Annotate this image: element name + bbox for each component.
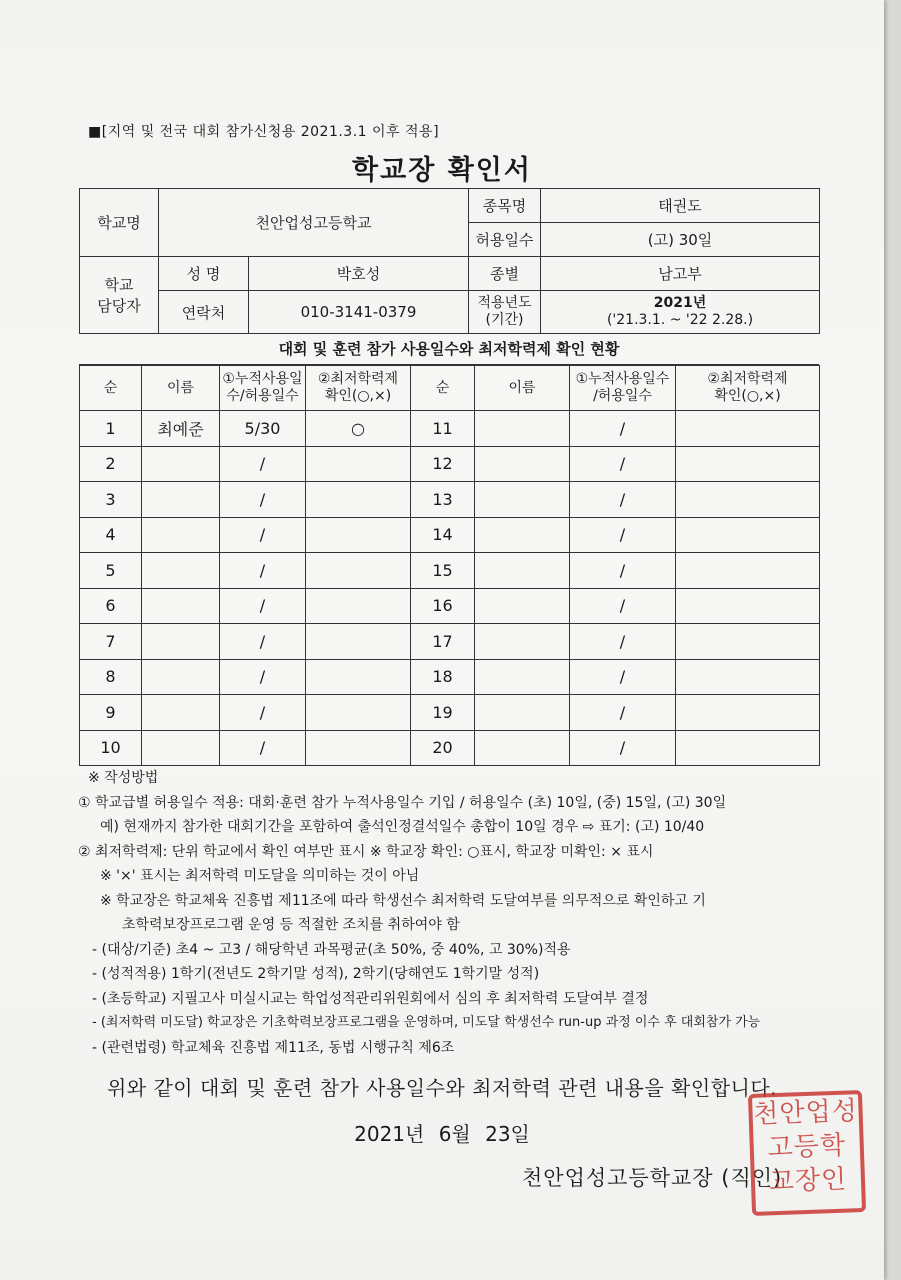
- col-days-right: [570, 366, 676, 411]
- seal-line-3: 교장인: [768, 1164, 848, 1198]
- cell-check: [306, 446, 411, 482]
- cell-days: 5/30: [220, 411, 306, 447]
- cell-no: 3: [80, 482, 142, 518]
- cell-check: ○: [306, 411, 411, 447]
- cell-days: /: [220, 588, 306, 624]
- cell-check: [306, 482, 411, 518]
- col-check-line2: 확인(○,×): [324, 388, 392, 404]
- cell-days: /: [220, 482, 306, 518]
- official-seal-stamp: [748, 1090, 866, 1216]
- cell-check: [306, 730, 411, 766]
- col-check-right-line2: 확인(○,×): [714, 388, 781, 404]
- cell-no: 15: [411, 553, 475, 589]
- cell-check: [676, 588, 820, 624]
- cell-name: [475, 659, 570, 695]
- cell-no: 13: [411, 482, 475, 518]
- cell-name: [142, 446, 220, 482]
- cell-name: [475, 517, 570, 553]
- col-days: [220, 366, 306, 411]
- cell-days: /: [220, 553, 306, 589]
- cell-no: 1: [80, 411, 142, 447]
- col-check: [306, 366, 411, 411]
- seal-line-2: 고등학: [767, 1130, 847, 1164]
- table-header-row: [80, 366, 820, 411]
- cell-no: 17: [411, 624, 475, 660]
- cell-check: [676, 446, 820, 482]
- year-value: [541, 291, 820, 334]
- sport-label: 종목명: [469, 189, 541, 223]
- cell-no: 11: [411, 411, 475, 447]
- cell-name: [475, 446, 570, 482]
- cell-days: /: [220, 446, 306, 482]
- cell-check: [676, 553, 820, 589]
- period-text: ('21.3.1. ~ '22 2.28.): [606, 312, 754, 328]
- manager-name-value: 박호성: [249, 257, 469, 291]
- detail-5: - (관련법령) 학교체육 진흥법 제11조, 동법 시행규칙 제6조: [92, 1039, 455, 1056]
- cell-check: [306, 624, 411, 660]
- cell-days: /: [570, 446, 676, 482]
- year-label: [469, 291, 541, 334]
- cell-no: 2: [80, 446, 142, 482]
- table-row: [80, 624, 820, 660]
- cell-no: 16: [411, 588, 475, 624]
- school-info-table: [79, 188, 820, 334]
- detail-3: - (초등학교) 지필고사 미실시교는 학업성적관리위원회에서 심의 후 최저학력 도달여부 결정: [92, 990, 649, 1007]
- cell-check: [676, 624, 820, 660]
- cell-check: [676, 517, 820, 553]
- col-days-line2: 수/허용일수: [226, 388, 299, 404]
- cell-days: /: [220, 624, 306, 660]
- cell-days: /: [220, 695, 306, 731]
- cell-name: [475, 730, 570, 766]
- cell-name: [142, 695, 220, 731]
- cell-name: [142, 553, 220, 589]
- table-row: [80, 517, 820, 553]
- cell-no: 8: [80, 659, 142, 695]
- cell-name: [475, 695, 570, 731]
- signature-date: 2021년 6월 23일: [354, 1122, 530, 1146]
- cell-days: /: [570, 517, 676, 553]
- table-row: [80, 695, 820, 731]
- sport-value: 태권도: [541, 189, 820, 223]
- table-row: [80, 588, 820, 624]
- cell-check: [676, 659, 820, 695]
- table-row: [80, 446, 820, 482]
- section-title: 대회 및 훈련 참가 사용일수와 최저학력제 확인 현황: [79, 334, 819, 365]
- manager-label-line2: 담당자: [97, 297, 141, 315]
- detail-4: - (최저학력 미도달) 학교장은 기초학력보장프로그램을 운영하며, 미도달 학생선수 run-up 과정 이수 후 대회참가 가능: [92, 1015, 761, 1030]
- principal-signature: 천안업성고등학교장 (직인): [522, 1166, 783, 1190]
- table-row: [80, 411, 820, 447]
- col-name-right: 이름: [475, 366, 570, 411]
- detail-1: - (대상/기준) 초4 ~ 고3 / 해당학년 과목평균(초 50%, 중 40%, 고 30%)적용: [92, 941, 571, 958]
- note-3: ※ '×' 표시는 최저학력 미도달을 의미하는 것이 아님: [100, 868, 420, 884]
- allowed-days-label: 허용일수: [469, 223, 541, 257]
- cell-check: [676, 730, 820, 766]
- col-check-line1: ②최저학력제: [317, 371, 399, 387]
- cell-days: /: [570, 624, 676, 660]
- document-title: 학교장 확인서: [352, 155, 532, 186]
- instructions: [78, 766, 838, 1060]
- cell-check: [306, 695, 411, 731]
- cell-days: /: [570, 695, 676, 731]
- table-row: [80, 553, 820, 589]
- note-1a: ① 학교급별 허용일수 적용: 대회·훈련 참가 누적사용일수 기입 / 허용일수 (초) 10일, (중) 15일, (고) 30일: [78, 794, 727, 811]
- manager-label-line1: 학교: [104, 276, 134, 294]
- school-name-value: 천안업성고등학교: [159, 189, 469, 257]
- col-days-right-line2: /허용일수: [593, 388, 652, 404]
- form-usage-note: ■[지역 및 전국 대회 참가신청용 2021.3.1 이후 적용]: [88, 124, 440, 140]
- cell-no: 10: [80, 730, 142, 766]
- note-4a: ※ 학교장은 학교체육 진흥법 제11조에 따라 학생선수 최저학력 도달여부를 의무적으로 확인하고 기: [100, 892, 706, 909]
- cell-name: [475, 588, 570, 624]
- table-row: [80, 659, 820, 695]
- year-label-line1: 적용년도: [477, 295, 532, 311]
- cell-name: [142, 517, 220, 553]
- note-1b: 예) 현재까지 참가한 대회기간을 포함하여 출석인정결석일수 총합이 10일 경우 ⇨ 표기: (고) 10/40: [100, 819, 705, 835]
- cell-name: [142, 482, 220, 518]
- cell-name: [475, 624, 570, 660]
- col-no-right: 순: [411, 366, 475, 411]
- cell-name: 최예준: [142, 411, 220, 447]
- cell-name: [475, 553, 570, 589]
- cell-days: /: [570, 588, 676, 624]
- cell-no: 4: [80, 517, 142, 553]
- cell-no: 18: [411, 659, 475, 695]
- cell-days: /: [570, 659, 676, 695]
- confirmation-statement: 위와 같이 대회 및 훈련 참가 사용일수와 최저학력 관련 내용을 확인합니다.: [106, 1076, 778, 1100]
- cell-name: [142, 659, 220, 695]
- allowed-days-value: (고) 30일: [541, 223, 820, 257]
- cell-check: [676, 695, 820, 731]
- category-label: 종별: [469, 257, 541, 291]
- school-name-label: 학교명: [80, 189, 159, 257]
- manager-label: [80, 257, 159, 334]
- cell-days: /: [220, 659, 306, 695]
- col-days-right-line1: ①누적사용일수: [575, 371, 670, 387]
- manager-name-label: 성 명: [159, 257, 249, 291]
- table-row: [80, 482, 820, 518]
- cell-name: [475, 411, 570, 447]
- cell-check: [306, 588, 411, 624]
- cell-check: [306, 553, 411, 589]
- cell-no: 6: [80, 588, 142, 624]
- cell-name: [142, 730, 220, 766]
- cell-days: /: [570, 553, 676, 589]
- col-check-right-line1: ②최저학력제: [707, 371, 788, 387]
- cell-days: /: [570, 411, 676, 447]
- col-days-line1: ①누적사용일: [222, 371, 303, 387]
- cell-no: 20: [411, 730, 475, 766]
- cell-no: 5: [80, 553, 142, 589]
- note-4b: 초학력보장프로그램 운영 등 적절한 조치를 취하여야 함: [122, 917, 460, 933]
- cell-no: 12: [411, 446, 475, 482]
- cell-check: [306, 659, 411, 695]
- note-2: ② 최저학력제: 단위 학교에서 확인 여부만 표시 ※ 학교장 확인: ○표시, 학교장 미확인: × 표시: [78, 843, 654, 860]
- contact-label: 연락처: [159, 291, 249, 334]
- cell-check: [676, 482, 820, 518]
- category-value: 남고부: [541, 257, 820, 291]
- cell-name: [142, 588, 220, 624]
- cell-name: [475, 482, 570, 518]
- contact-value: 010-3141-0379: [249, 291, 469, 334]
- col-no: 순: [80, 366, 142, 411]
- cell-check: [676, 411, 820, 447]
- table-row: [80, 730, 820, 766]
- year-label-line2: (기간): [485, 312, 524, 328]
- cell-days: /: [220, 730, 306, 766]
- cell-name: [142, 624, 220, 660]
- year-text: 2021년: [653, 295, 707, 311]
- col-name: 이름: [142, 366, 220, 411]
- cell-check: [306, 517, 411, 553]
- notes-heading: ※ 작성방법: [88, 770, 159, 786]
- seal-line-1: 천안업성: [752, 1096, 859, 1130]
- cell-no: 9: [80, 695, 142, 731]
- cell-days: /: [570, 730, 676, 766]
- col-check-right: [676, 366, 820, 411]
- cell-days: /: [570, 482, 676, 518]
- cell-no: 14: [411, 517, 475, 553]
- participation-table: [79, 365, 820, 766]
- detail-2: - (성적적용) 1학기(전년도 2학기말 성적), 2학기(당해연도 1학기말 성적): [92, 966, 540, 982]
- table-body: [80, 411, 820, 766]
- cell-no: 7: [80, 624, 142, 660]
- cell-no: 19: [411, 695, 475, 731]
- cell-days: /: [220, 517, 306, 553]
